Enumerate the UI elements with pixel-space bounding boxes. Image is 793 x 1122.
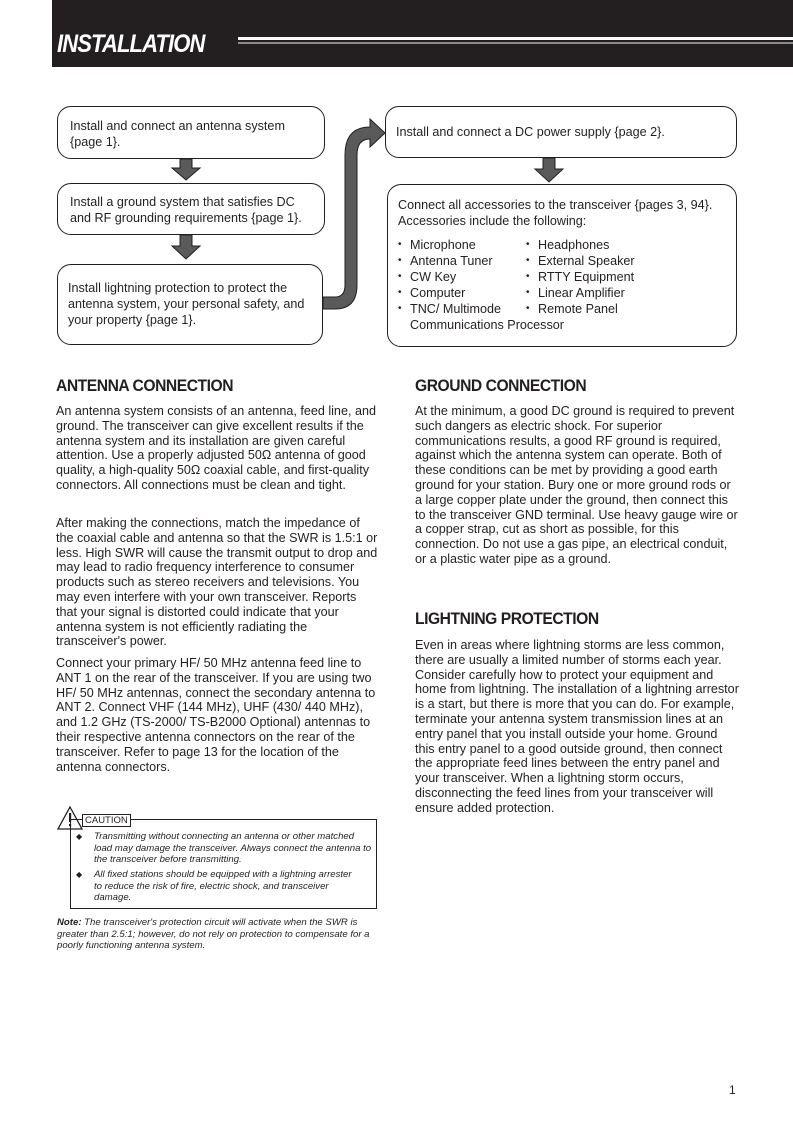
antenna-paragraph-3: Connect your primary HF/ 50 MHz antenna feed line to ANT 1 on the rear of the transceiver. If you are using two HF/ 50 MHz antennas, connect the secondary antenna to ANT 2. Connect VHF (144 MHz), UHF (430/ 440 MHz), and 1.2 GHz (TS-2000/ TS-B2000 Optional) antennas to their respective antenna connectors on the rear of the transceiver. Refer to page 13 for the location of the antenna connectors.	[56, 656, 376, 774]
accessory-item: • Computer	[398, 286, 466, 300]
bullet-icon: •	[398, 271, 402, 282]
accessory-item: • CW Key	[398, 270, 457, 284]
flow-step-text: Install and connect an antenna system {page 1}.	[70, 119, 285, 149]
flow-step-text: Install lightning protection to protect the antenna system, your personal safety, and your property {page 1}.	[68, 281, 305, 327]
bullet-icon: •	[398, 287, 402, 298]
accessory-item: • Remote Panel	[526, 302, 618, 316]
bullet-icon: •	[526, 239, 530, 250]
section-title-antenna-connection: ANTENNA CONNECTION	[56, 376, 234, 395]
bullet-icon: •	[398, 239, 402, 250]
lightning-paragraph: Even in areas where lightning storms are less common, there are usually a limited number of storms each year. Consider carefully how to protect your equipment and home from lightning. The installation of a lightning arrestor is a start, but there is more that you can do. For example, terminate your antenna system transmission lines at an entry panel that you install outside your home. Ground this entry panel to a good outside ground, then connect the appropriate feed lines between the entry panel and your transceiver. When a lightning storm occurs, disconnecting the feed lines from your transceiver will ensure added protection.	[415, 638, 739, 815]
note-text: Note: The transceiver's protection circuit will activate when the SWR is greater than 2.5:1; however, do not rely on protection to compensate for a poorly functioning antenna system.	[57, 917, 370, 952]
diamond-bullet-icon: ◆	[76, 870, 83, 879]
chapter-title: INSTALLATION	[57, 30, 205, 58]
bullet-icon: •	[526, 255, 530, 266]
section-title-lightning-protection: LIGHTNING PROTECTION	[415, 609, 599, 628]
down-arrow-icon	[535, 158, 563, 182]
accessory-item: • RTTY Equipment	[526, 270, 635, 284]
down-arrow-icon	[172, 235, 200, 259]
accessory-continuation: Communications Processor	[410, 318, 564, 332]
antenna-paragraph-2: After making the connections, match the impedance of the coaxial cable and antenna so that the SWR is 1.5:1 or less. High SWR will cause the transmit output to drop and may lead to radio frequency interference to consumer products such as stereo receivers and televisions. You may even interfere with your own transceiver. Reports that your signal is distorted could indicate that your antenna system is not efficiently radiating the transceiver's power.	[56, 516, 378, 649]
bullet-icon: •	[398, 255, 402, 266]
accessory-item: • Linear Amplifier	[526, 286, 625, 300]
diamond-bullet-icon: ◆	[76, 832, 83, 841]
accessory-item: • Antenna Tuner	[398, 254, 493, 268]
flow-step-text: Connect all accessories to the transceiver {pages 3, 94}.	[398, 198, 713, 212]
flow-step-subtext: Accessories include the following:	[398, 214, 587, 228]
caution-label: CAUTION	[82, 814, 131, 827]
accessory-item: • External Speaker	[526, 254, 635, 268]
down-arrow-icon	[172, 159, 200, 180]
antenna-paragraph-1: An antenna system consists of an antenna, feed line, and ground. The transceiver can give excellent results if the antenna system and its installation are given careful attention. Use a properly adjusted 50Ω antenna of good quality, a high-quality 50Ω coaxial cable, and first-quality connectors. All connections must be clean and tight.	[56, 404, 376, 492]
curved-arrow-icon	[323, 119, 385, 309]
accessory-item: • Microphone	[398, 238, 476, 252]
accessory-item: • TNC/ Multimode	[398, 302, 501, 316]
bullet-icon: •	[526, 303, 530, 314]
note-label: Note:	[57, 917, 82, 928]
accessory-item: • Headphones	[526, 238, 610, 252]
page-number: 1	[729, 1083, 736, 1097]
flow-step-text: Install a ground system that satisfies DC and RF grounding requirements {page 1}.	[70, 195, 302, 225]
bullet-icon: •	[398, 303, 402, 314]
flow-step-text: Install and connect a DC power supply {page 2}.	[396, 125, 665, 139]
bullet-icon: •	[526, 287, 530, 298]
section-title-ground-connection: GROUND CONNECTION	[415, 376, 587, 395]
flow-arrows	[0, 0, 793, 360]
ground-paragraph: At the minimum, a good DC ground is required to prevent such dangers as electric shock. For superior communications results, a good RF ground is required, against which the antenna system can operate. Both of these conditions can be met by providing a good earth ground for your station. Bury one or more ground rods or a large copper plate under the ground, then connect this to the transceiver GND terminal. Use heavy gauge wire or a copper strap, cut as short as possible, for this connection. Do not use a gas pipe, an electrical conduit, or a plastic water pipe as a ground.	[415, 404, 738, 566]
bullet-icon: •	[526, 271, 530, 282]
